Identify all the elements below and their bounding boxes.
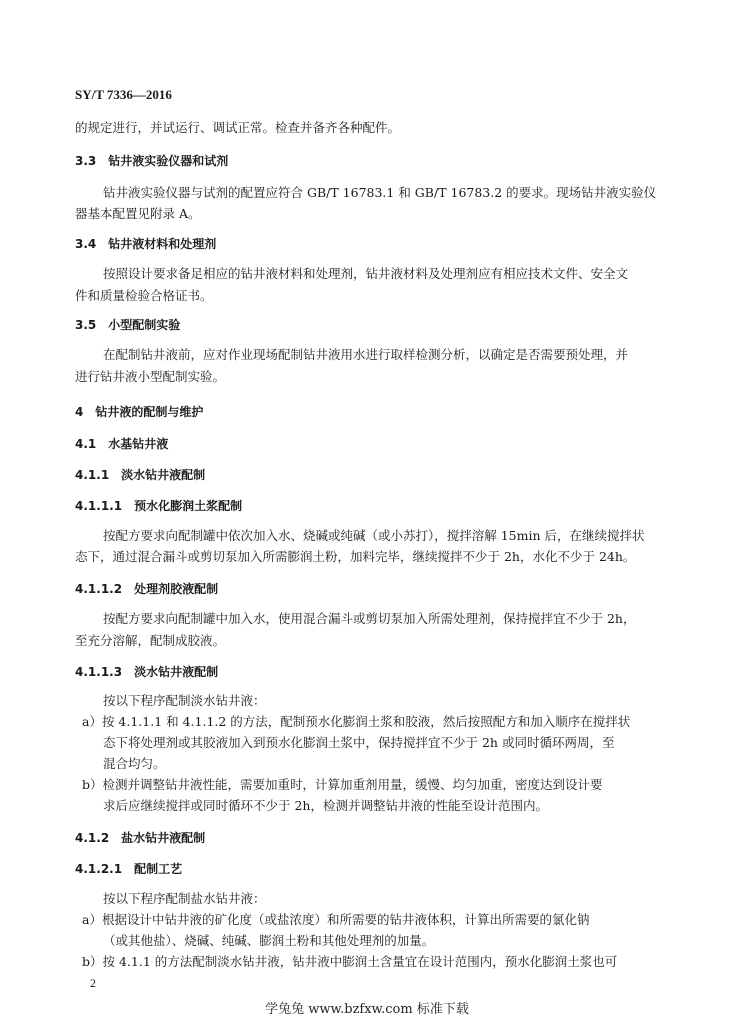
body-line: 按配方要求向配制罐中加入水，使用混合漏斗或剪切泵加入所需处理剂，保持搅拌宜不少于 2h， — [103, 611, 636, 626]
subsection-heading: 4.1.1.2 处理剂胶液配制 — [75, 582, 219, 596]
body-line: 至充分溶解，配制成胶液。 — [75, 633, 226, 648]
body-line: 按照设计要求备足相应的钻井液材料和处理剂，钻井液材料及处理剂应有相应技术文件、安全文 — [103, 266, 629, 281]
body-line: 按配方要求向配制罐中依次加入水、烧碱或纯碱（或小苏打），搅拌溶解 15min 后，在继续搅拌状 — [103, 528, 645, 543]
subsection-heading: 4.1.1.1 预水化膨润土浆配制 — [75, 499, 243, 513]
section-heading: 3.5 小型配制实验 — [75, 318, 181, 332]
list-item: b）按 4.1.1 的方法配制淡水钻井液，钻井液中膨润土含量宜在设计范围内，预水化膨润土浆也可 — [82, 954, 618, 969]
body-line: 件和质量检验合格证书。 — [75, 288, 213, 303]
chapter-heading: 4 钻井液的配制与维护 — [75, 405, 204, 419]
list-item: a）根据设计中钻井液的矿化度（或盐浓度）和所需要的钻井液体积，计算出所需要的氯化钠 — [82, 912, 590, 927]
list-item: a）按 4.1.1.1 和 4.1.1.2 的方法，配制预水化膨润土浆和胶液，然后按照配方和加入顺序在搅拌状 — [82, 714, 631, 729]
body-line: 进行钻井液小型配制实验。 — [75, 369, 226, 384]
body-line: 器基本配置见附录 A。 — [75, 206, 201, 221]
standard-number: SY/T 7336—2016 — [75, 87, 172, 102]
footer-watermark: 学兔兔 www.bzfxw.com 标准下载 — [265, 1002, 469, 1017]
body-line: 按以下程序配制淡水钻井液： — [103, 693, 266, 708]
body-line: 在配制钻井液前，应对作业现场配制钻井液用水进行取样检测分析，以确定是否需要预处理，并 — [103, 347, 629, 362]
body-line: 的规定进行，并试运行、调试正常。检查并备齐各种配件。 — [75, 120, 401, 135]
list-item-continuation: 态下将处理剂或其胶液加入到预水化膨润土浆中，保持搅拌宜不少于 2h 或同时循环两周，至 — [103, 735, 615, 750]
section-heading: 4.1.2 盐水钻井液配制 — [75, 831, 206, 845]
body-line: 态下，通过混合漏斗或剪切泵加入所需膨润土粉，加料完毕，继续搅拌不少于 2h，水化不少于 24h。 — [75, 549, 636, 564]
section-heading: 4.1.1 淡水钻井液配制 — [75, 468, 206, 482]
list-item-continuation: 求后应继续搅拌或同时循环不少于 2h，检测并调整钻井液的性能至设计范围内。 — [103, 798, 548, 813]
list-item-continuation: 混合均匀。 — [103, 756, 166, 771]
subsection-heading: 4.1.2.1 配制工艺 — [75, 862, 183, 876]
section-heading: 3.3 钻井液实验仪器和试剂 — [75, 154, 229, 168]
list-item: b）检测并调整钻井液性能，需要加重时，计算加重剂用量，缓慢、均匀加重，密度达到设计要 — [82, 777, 603, 792]
page-number: 2 — [90, 976, 96, 990]
list-item-continuation: （或其他盐）、烧碱、纯碱、膨润土粉和其他处理剂的加量。 — [103, 933, 435, 948]
subsection-heading: 4.1.1.3 淡水钻井液配制 — [75, 665, 219, 679]
body-line: 按以下程序配制盐水钻井液： — [103, 891, 266, 906]
section-heading: 3.4 钻井液材料和处理剂 — [75, 237, 217, 251]
body-line: 钻井液实验仪器与试剂的配置应符合 GB/T 16783.1 和 GB/T 16783.2 的要求。现场钻井液实验仪 — [103, 185, 657, 200]
section-heading: 4.1 水基钻井液 — [75, 437, 169, 451]
